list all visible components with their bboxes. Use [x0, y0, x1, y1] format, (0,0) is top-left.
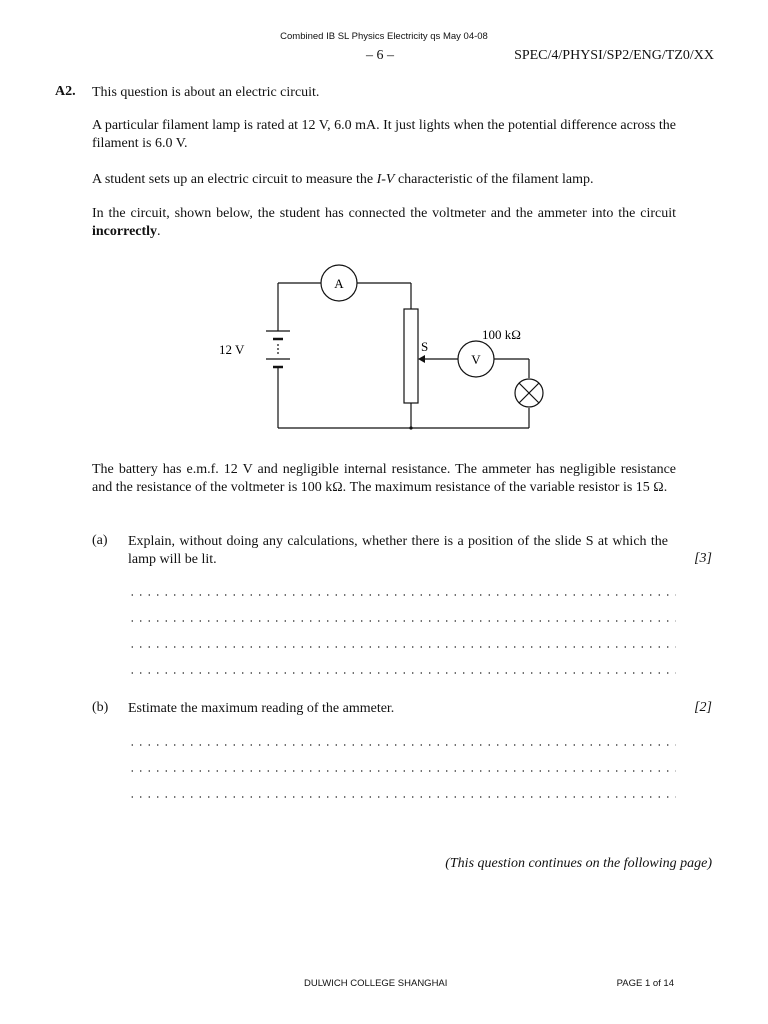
iv-emphasis: I-V — [376, 172, 395, 187]
variable-resistor — [404, 309, 418, 403]
voltmeter-resistance-label: 100 kΩ — [482, 327, 521, 342]
iv-text-post: characteristic of the filament lamp. — [394, 172, 594, 187]
part-a-text: Explain, without doing any calculations, whether there is a position of the slide S at which the lamp will be lit. — [128, 534, 668, 567]
iv-text-pre: A student sets up an electric circuit to measure the — [92, 172, 377, 187]
question-title: This question is about an electric circuit. — [92, 85, 320, 100]
incorrect-emphasis: incorrectly — [92, 224, 158, 239]
answer-line-a4[interactable] — [128, 672, 676, 674]
answer-line-b1[interactable] — [128, 744, 676, 746]
part-b-letter: (b) — [92, 700, 109, 715]
voltmeter-label: V — [471, 352, 481, 367]
part-b-text: Estimate the maximum reading of the ammeter. — [128, 701, 395, 716]
answer-line-a1[interactable] — [128, 594, 676, 596]
running-title: Combined IB SL Physics Electricity qs May 04-08 — [280, 31, 488, 42]
answer-line-b3[interactable] — [128, 796, 676, 798]
incorrect-text-post: . — [157, 224, 161, 239]
slider-label: S — [421, 339, 429, 354]
question-number: A2. — [55, 84, 76, 99]
junction-dot — [409, 426, 412, 429]
paper-code: SPEC/4/PHYSI/SP2/ENG/TZ0/XX — [514, 48, 714, 63]
ammeter-label: A — [334, 276, 344, 291]
incorrect-text-pre: In the circuit, shown below, the student has connected the voltmeter and the ammeter into the circuit — [92, 206, 676, 221]
part-a-marks: [3] — [694, 551, 712, 566]
footer-page: PAGE 1 of 14 — [616, 978, 674, 989]
battery-label: 12 V — [219, 342, 245, 357]
answer-line-a2[interactable] — [128, 620, 676, 622]
slider-arrow-icon — [418, 355, 425, 363]
continuation-note: (This question continues on the following page) — [445, 856, 712, 871]
question-paragraph-lamp-rating: A particular filament lamp is rated at 12 V, 6.0 mA. It just lights when the potential difference across the filament is 6.0 V. — [92, 118, 676, 151]
question-paragraph-battery: The battery has e.m.f. 12 V and negligible internal resistance. The ammeter has negligible resistance and the resistance of the voltmeter is 100 kΩ. The maximum resistance of the variable resistor is 15 Ω. — [92, 462, 676, 495]
answer-line-b2[interactable] — [128, 770, 676, 772]
answer-line-a3[interactable] — [128, 646, 676, 648]
part-b-marks: [2] — [694, 700, 712, 715]
part-a-letter: (a) — [92, 533, 108, 548]
footer-school: DULWICH COLLEGE SHANGHAI — [304, 978, 448, 989]
page-number: – 6 – — [366, 48, 394, 63]
